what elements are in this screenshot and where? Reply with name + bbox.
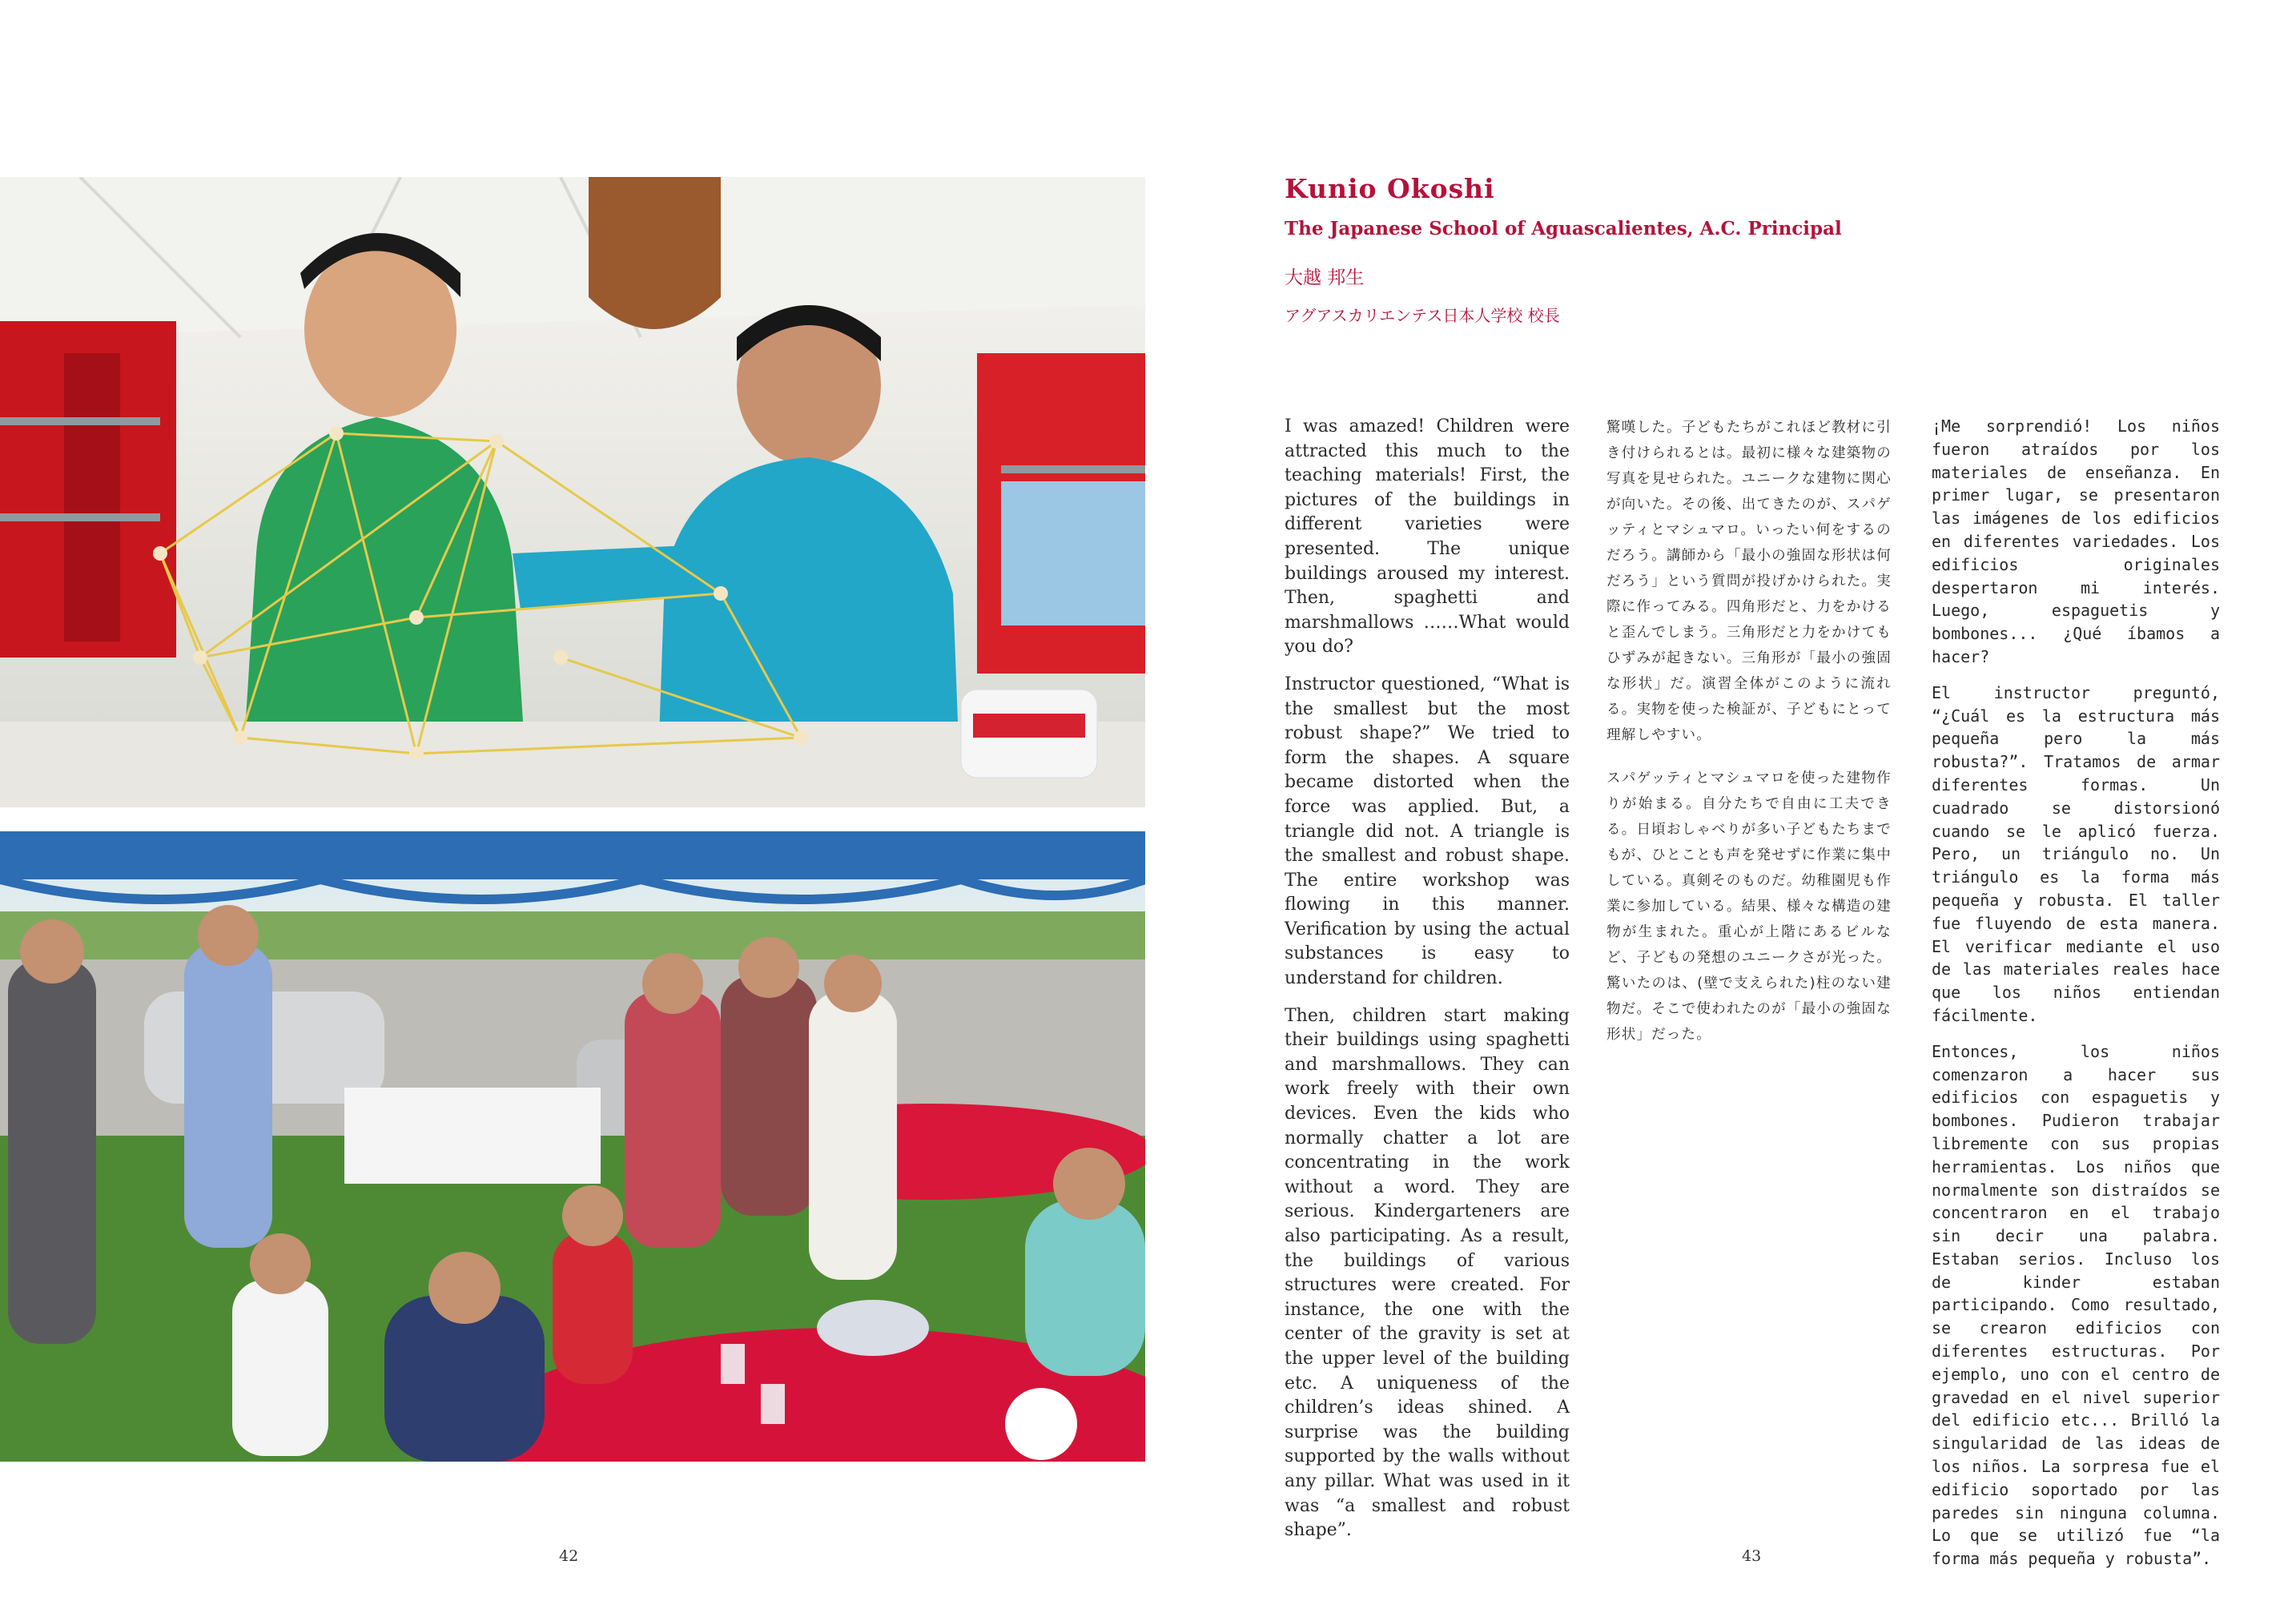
page-number-right: 43	[1742, 1547, 1762, 1565]
photo-families-outdoor-event	[0, 831, 1145, 1462]
photo-children-building-structure	[0, 177, 1145, 807]
author-name: Kunio Okoshi	[1285, 173, 1495, 204]
english-paragraph: I was amazed! Children were attracted this much to the teaching materials! First, the pictures of the buildings in different varieties were presented. The unique buildings aroused my interest. Then, spaghetti and marshmallows ……What would you do?	[1285, 416, 1570, 658]
spanish-paragraph: ¡Me sorprendió! Los niños fueron atraídos por los materiales de enseñanza. En primer lugar, se presentaron las imágenes de los edificios en diferentes variedades. Los edificios originales despertaron mi interés. Luego, espaguetis y bombones... ¿Qué íbamos a hacer?	[1932, 416, 2220, 666]
japanese-paragraph: 驚嘆した。子どもたちがこれほど教材に引き付けられるとは。最初に様々な建築物の写真を見せられた。ユニークな建物に関心が向いた。その後、出てきたのが、スパゲッティとマシュマロ。いったい何をするのだろう。講師から「最小の強固な形状は何だろう」という質問が投げかけられた。実際に作ってみる。四角形だと、力をかけると歪んでしまう。三角形だと力をかけてもひずみが起きない。三角形が「最小の強固な形状」だ。演習全体がこのように流れる。実物を使った検証が、子どもにとって理解しやすい。	[1606, 420, 1892, 743]
page-number-left: 42	[559, 1547, 579, 1565]
author-title: The Japanese School of Aguascalientes, A.C. Principal	[1285, 218, 1842, 239]
spanish-paragraph: El instructor preguntó, “¿Cuál es la estructura más pequeña pero la más robusta?”. Tratamos de armar diferentes formas. Un cuadrado se distorsionó cuando se le aplicó fuerza. Pero, un triángulo no. Un triángulo es la forma más pequeña y robusta. El taller fue fluyendo de esta manera. El verificar mediante el uso de las materiales reales hace que los niños entiendan fácilmente.	[1932, 682, 2220, 1025]
author-title-japanese: アグアスカリエンテス日本人学校 校長	[1285, 306, 1560, 325]
spanish-paragraph: Entonces, los niños comenzaron a hacer sus edificios con espaguetis y bombones. Pudieron trabajar libremente con sus propias herramientas. Los niños que normalmente son distraídos se concentraron en el trabajo sin decir una palabra. Estaban serios. Incluso los de kinder estaban participando. Como resultado, se crearon edificios con diferentes estructuras. Por ejemplo, uno con el centro de gravedad en el nivel superior del edificio etc... Brilló la singularidad de las ideas de los niños. La sorpresa fue el edificio soportado por las paredes sin ninguna columna. Lo que se utilizó fue “la forma más pequeña y robusta”.	[1932, 1041, 2220, 1569]
spanish-column	[1932, 415, 2220, 1583]
english-column	[1285, 415, 1570, 1556]
japanese-paragraph: スパゲッティとマシュマロを使った建物作りが始まる。自分たちで自由に工夫できる。日頃おしゃべりが多い子どもたちまでもが、ひとことも声を発せずに作業に集中している。真剣そのものだ。幼稚園児も作業に参加している。結果、様々な構造の建物が生まれた。重心が上階にあるビルなど、子どもの発想のユニークさが光った。驚いたのは、(壁で支えられた)柱のない建物だ。そこで使われたのが「最小の強固な形状」だった。	[1606, 770, 1892, 1043]
japanese-column	[1606, 415, 1892, 1065]
english-paragraph: Instructor questioned, “What is the smallest but the most robust shape?” We tried to form the shapes. A square became distorted when the force was applied. But, a triangle did not. A triangle is the smallest and robust shape. The entire workshop was flowing in this manner. Verification by using the actual substances is easy to understand for children.	[1285, 674, 1570, 989]
author-name-japanese: 大越 邦生	[1285, 267, 1365, 288]
english-paragraph: Then, children start making their buildings using spaghetti and marshmallows. They can work freely with their own devices. Even the kids who normally chatter a lot are concentrating in the work without a word. They are serious. Kindergarteners are also participating. As a result, the buildings of various structures were created. For instance, the one with the center of the gravity is set at the upper level of the building etc. A uniqueness of the children’s ideas shined. A surprise was the building supported by the walls without any pillar. What was used in it was “a smallest and robust shape”.	[1285, 1005, 1570, 1541]
